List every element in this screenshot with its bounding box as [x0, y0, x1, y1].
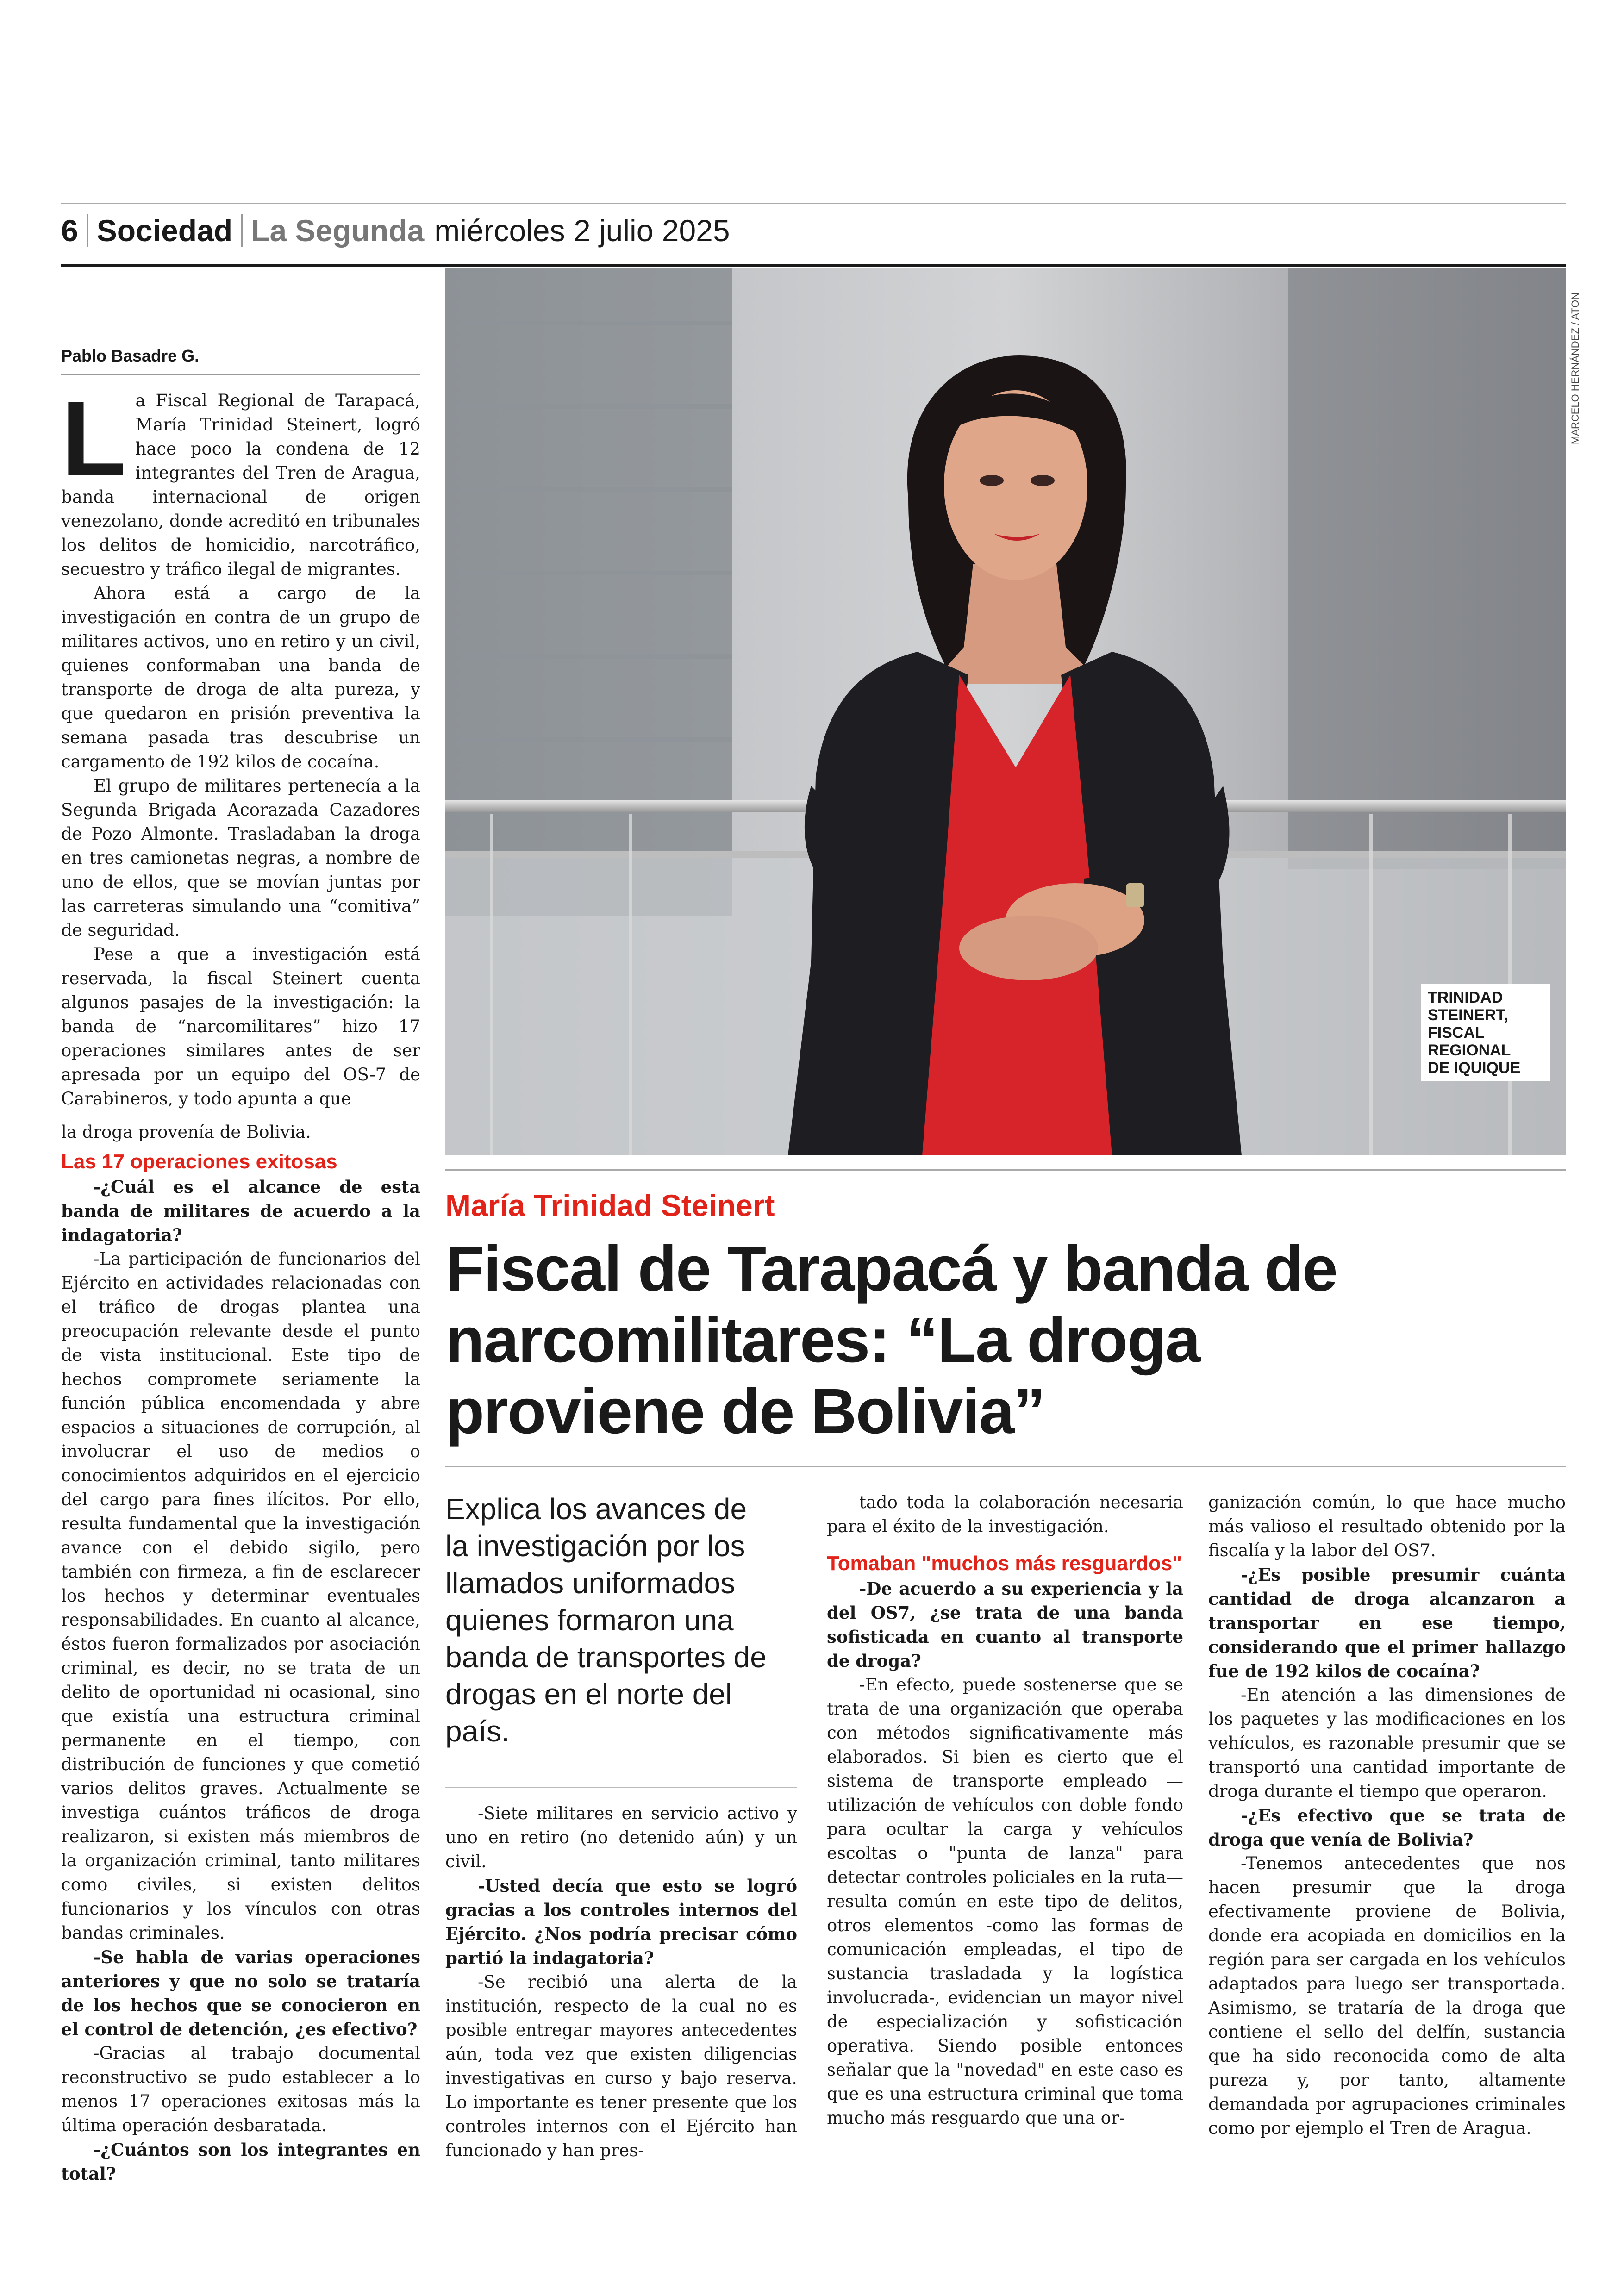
issue-date: miércoles 2 julio 2025 — [434, 213, 730, 248]
answer: -En efecto, puede sostenerse que se trata de una organización que operaba con métodos significativamente más elaborados. Si bien es cierto que el sistema de transporte empleado —utilización de vehículos con doble fondo para ocultar la carga y vehículos escoltas o "punta de lanza" para detectar controles policiales en la ruta— resulta común en este tipo de delitos, otros elementos -como las formas de comunicación empleadas, el tipo de sustancia trasladada y la logística involucrada-, evidencian un mayor nivel de especialización y sofisticación operativa. Siendo posible entonces señalar que la "novedad" en este caso es que es una estructura criminal que toma mucho más resguardo que una or- — [827, 1675, 1183, 2128]
answer: -Se recibió una alerta de la institución, respecto de la cual no es posible entregar mayores antecedentes aún, toda vez que existen diligencias investigativas en curso y bajo reserva. Lo importante es tener presente que los controles internos con el Ejército han funcionado y han pres- — [445, 1972, 797, 2160]
portrait-photo — [445, 268, 1566, 1155]
portrait-illustration — [445, 268, 1566, 1155]
headline-line: narcomilitares: “La droga — [445, 1304, 1200, 1376]
paragraph: Ahora está a cargo de la investigación en contra de un grupo de militares activos, uno en retiro y un civil, quienes conformaban una banda de transporte de droga de alta pureza, y que quedaron en prisión preventiva la semana pasada tras descubrise un cargamento de 192 kilos de cocaína. — [61, 583, 420, 772]
section-name: Sociedad — [96, 213, 233, 248]
caption-line: REGIONAL — [1428, 1041, 1511, 1059]
question: -¿Cuál es el alcance de esta banda de militares de acuerdo a la indagatoria? — [61, 1177, 420, 1245]
question: -¿Cuántos son los integrantes en total? — [61, 2139, 420, 2184]
header-divider — [87, 214, 88, 247]
photo-credit: MARCELO HERNÁNDEZ / ATON — [1569, 292, 1581, 444]
drop-cap: L — [61, 379, 126, 498]
question: -De acuerdo a su experiencia y la del OS7, ¿se trata de una banda sofisticada en cuanto al transporte de droga? — [827, 1578, 1183, 1671]
question: -Se habla de varias operaciones anteriores y que no solo se trataría de los hechos que se conocieron en el control de detención, ¿es efectivo? — [61, 1947, 420, 2039]
column-3 — [827, 1491, 1183, 2130]
paragraph: la droga provenía de Bolivia. — [61, 1122, 311, 1142]
headline-line: proviene de Bolivia” — [445, 1376, 1045, 1447]
caption-line: TRINIDAD — [1428, 989, 1503, 1006]
lead-paragraph: Explica los avances de la investigación por los llamados uniformados quienes formaron una banda de transportes de drogas en el norte del país. — [445, 1492, 767, 1748]
answer: -Gracias al trabajo documental reconstructivo se pudo establecer a lo menos 17 operaciones exitosas más la última operación desbaratada. — [61, 2043, 420, 2135]
caption-line: FISCAL — [1428, 1024, 1485, 1041]
byline: Pablo Basadre G. — [61, 346, 200, 365]
header-divider — [241, 214, 243, 247]
column-4 — [1208, 1491, 1566, 2140]
caption-line: STEINERT, — [1428, 1006, 1508, 1024]
headline-line: Fiscal de Tarapacá y banda de — [445, 1233, 1337, 1304]
question: -¿Es efectivo que se trata de droga que venía de Bolivia? — [1208, 1805, 1566, 1850]
intro-paragraph — [61, 379, 420, 581]
column-2 — [445, 1802, 797, 2163]
subheading: Las 17 operaciones exitosas — [61, 1150, 337, 1173]
intro-text: a Fiscal Regional de Tarapacá, María Trinidad Steinert, logró hace poco la condena de 12 integrantes del Tren de Aragua, banda internacional de origen venezolano, donde acreditó en tribunales los delitos de homicidio, narcotráfico, secuestro y tráfico ilegal de migrantes. — [61, 391, 420, 579]
subheading: Tomaban "muchos más resguardos" — [827, 1552, 1182, 1575]
kicker: María Trinidad Steinert — [445, 1188, 775, 1222]
answer: -En atención a las dimensiones de los paquetes y las modificaciones en los vehículos, es razonable presumir que se transportó una cantidad importante de droga durante el tiempo que operaron. — [1208, 1685, 1566, 1801]
headline — [445, 1233, 1566, 1447]
column-1 — [61, 379, 420, 2186]
question: -Usted decía que esto se logró gracias a los controles internos del Ejército. ¿Nos podría precisar cómo partió la indagatoria? — [445, 1876, 797, 1968]
publication-name: La Segunda — [251, 213, 425, 248]
answer: -Tenemos antecedentes que nos hacen presumir que la droga efectivamente proviene de Bolivia, donde era acopiada en domicilios en la región para ser cargada en los vehículos adaptados para luego ser transportada. Asimismo, se trataría de la droga que contiene el sello del delfín, sustancia que ha sido reconocida como de alta pureza y, por tanto, altamente demandada por agrupaciones criminales como por ejemplo el Tren de Aragua. — [1208, 1853, 1566, 2138]
answer: ganización común, lo que hace mucho más valioso el resultado obtenido por la fiscalía y la labor del OS7. — [1208, 1492, 1566, 1560]
question: -¿Es posible presumir cuánta cantidad de droga alcanzaron a transportar en ese tiempo, considerando que el primer hallazgo fue de 192 kilos de cocaína? — [1208, 1565, 1566, 1681]
paragraph: El grupo de militares pertenecía a la Segunda Brigada Acorazada Cazadores de Pozo Almonte. Trasladaban la droga en tres camionetas negras, a nombre de uno de ellos, que se movían juntas por las carreteras simulando una “comitiva” de seguridad. — [61, 776, 420, 940]
photo-caption — [1421, 984, 1550, 1081]
paragraph: tado toda la colaboración necesaria para el éxito de la investigación. — [827, 1492, 1183, 1536]
page-number: 6 — [61, 213, 78, 248]
answer: -Siete militares en servicio activo y uno en retiro (no detenido aún) y un civil. — [445, 1803, 797, 1871]
caption-line: DE IQUIQUE — [1428, 1059, 1521, 1077]
answer: -La participación de funcionarios del Ejército en actividades relacionadas con el tráfico de drogas plantea una preocupación relevante desde el punto de vista institucional. Este tipo de hechos compromete seriamente la función pública encomendada y abre espacios a situaciones de corrupción, al involucrar el uso de medios o conocimientos adquiridos en el ejercicio del cargo para fines ilícitos. Por ello, resulta fundamental que la investigación avance con el debido sigilo, pero también con firmeza, a fin de esclarecer los hechos y determinar eventuales responsabilidades. En cuanto al alcance, éstos fueron formalizados por asociación criminal, es decir, no se trata de un delito de oportunidad ni ocasional, sino que existía una estructura criminal permanente en el tiempo, con distribución de funciones y que cometió varios delitos graves. Actualmente se investiga cuántos tráficos de droga realizaron, si existen más miembros de la organización criminal, tanto militares como civiles, si existen delitos funcionarios y los vínculos con otras bandas criminales. — [61, 1249, 420, 1943]
paragraph: Pese a que a investigación está reservada, la fiscal Steinert cuenta algunos pasajes de la investigación: la banda de “narcomilitares” hizo 17 operaciones similares antes de ser apresada por un equipo del OS-7 de Carabineros, y todo apunta a que — [61, 944, 420, 1109]
page-header — [61, 212, 730, 249]
